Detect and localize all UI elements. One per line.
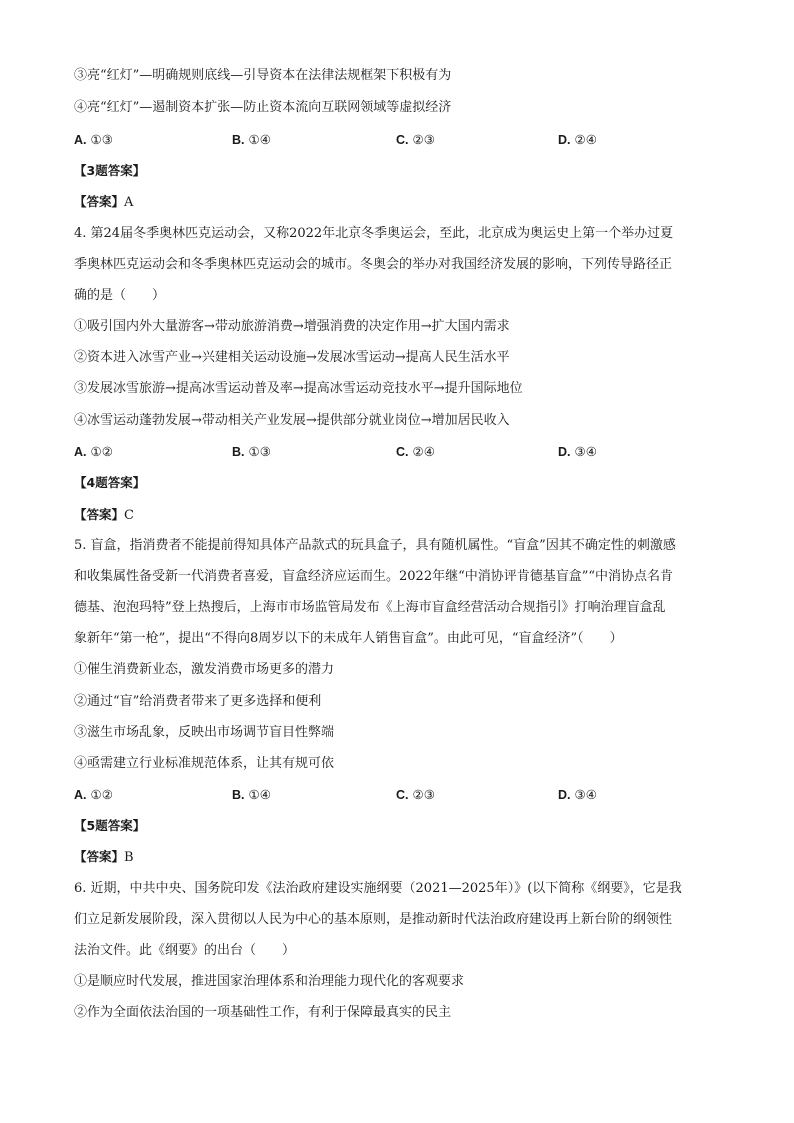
q6-stem-line-2: 们立足新发展阶段，深入贯彻以人民为中心的基本原则，是推动新时代法治政府建设再上新台阶的纲领性 [74, 912, 673, 927]
q3-item-3: ③亮“红灯”—明确规则底线—引导资本在法律法规框架下积极有为 [74, 68, 452, 83]
q3-answer-header: 【3题答案】 [74, 163, 146, 178]
q5-answer: 【答案】B [74, 849, 134, 865]
q3-item-4: ④亮“红灯”—遏制资本扩张—防止资本流向互联网领域等虚拟经济 [74, 100, 452, 115]
q3-option-d: D. ②④ [558, 132, 597, 147]
q4-item-1: ①吸引国内外大量游客→带动旅游消费→增强消费的决定作用→扩大国内需求 [74, 319, 510, 334]
q6-item-1: ①是顺应时代发展，推进国家治理体系和治理能力现代化的客观要求 [74, 974, 465, 989]
q3-answer: 【答案】A [74, 194, 134, 210]
q5-item-3: ③滋生市场乱象，反映出市场调节盲目性弊端 [74, 725, 335, 740]
q5-stem-line-3: 德基、泡泡玛特”登上热搜后，上海市市场监管局发布《上海市盲盒经营活动合规指引》打响治理盲盒乱 [74, 600, 666, 615]
q4-stem-line-2: 季奥林匹克运动会和冬季奥林匹克运动会的城市。冬奥会的举办对我国经济发展的影响，下列传导路径正 [74, 257, 673, 272]
q5-option-c: C. ②③ [396, 787, 435, 802]
q4-option-b: B. ①③ [232, 444, 271, 459]
q3-option-c: C. ②③ [396, 132, 435, 147]
q6-item-2: ②作为全面依法治国的一项基础性工作，有利于保障最真实的民主 [74, 1005, 452, 1020]
q5-item-4: ④亟需建立行业标准规范体系，让其有规可依 [74, 756, 335, 771]
q5-stem-line-1: 5. 盲盒，指消费者不能提前得知具体产品款式的玩具盒子，具有随机属性。“盲盒”因其不确定性的刺激感 [74, 538, 676, 553]
q4-option-d: D. ③④ [558, 444, 597, 459]
q6-stem-line-3: 法治文件。此《纲要》的出台（ ） [74, 943, 296, 958]
q4-option-c: C. ②④ [396, 444, 435, 459]
q6-stem-line-1: 6. 近期，中共中央、国务院印发《法治政府建设实施纲要（2021—2025年）》(以下简称《纲要》，它是我 [74, 881, 682, 896]
q5-stem-line-4: 象新年“第一枪”，提出“不得向8周岁以下的未成年人销售盲盒”。由此可见，“盲盒经济”（ ） [74, 631, 623, 646]
q5-option-b: B. ①④ [232, 787, 271, 802]
q5-stem-line-2: 和收集属性备受新一代消费者喜爱，盲盒经济应运而生。2022年继“中消协评肯德基盲盒”“中消协点名肯 [74, 569, 674, 584]
q4-answer-header: 【4题答案】 [74, 475, 146, 490]
q4-answer: 【答案】C [74, 507, 134, 523]
q4-item-4: ④冰雪运动蓬勃发展→带动相关产业发展→提供部分就业岗位→增加居民收入 [74, 413, 510, 428]
q5-answer-header: 【5题答案】 [74, 818, 146, 833]
q4-item-3: ③发展冰雪旅游→提高冰雪运动普及率→提高冰雪运动竞技水平→提升国际地位 [74, 381, 523, 396]
q5-item-2: ②通过“盲”给消费者带来了更多选择和便利 [74, 694, 322, 709]
q4-stem-line-3: 确的是（ ） [74, 288, 166, 303]
q4-stem-line-1: 4. 第24届冬季奥林匹克运动会，又称2022年北京冬季奥运会，至此，北京成为奥运史上第一个举办过夏 [74, 226, 674, 241]
q3-option-a: A. ①③ [74, 132, 113, 147]
q5-item-1: ①催生消费新业态，激发消费市场更多的潜力 [74, 662, 335, 677]
q4-item-2: ②资本进入冰雪产业→兴建相关运动设施→发展冰雪运动→提高人民生活水平 [74, 350, 510, 365]
q5-option-a: A. ①② [74, 787, 113, 802]
q4-option-a: A. ①② [74, 444, 113, 459]
q5-option-d: D. ③④ [558, 787, 597, 802]
q3-option-b: B. ①④ [232, 132, 271, 147]
